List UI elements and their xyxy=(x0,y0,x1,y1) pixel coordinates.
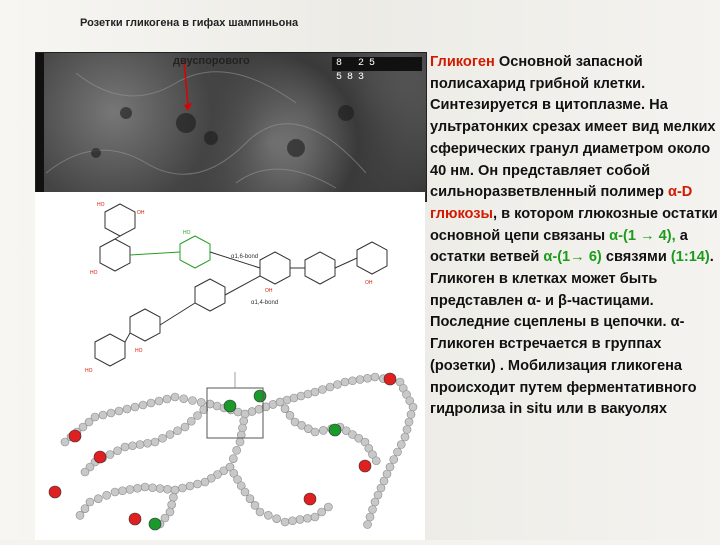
glucose-bead xyxy=(233,446,241,454)
ratio-term: (1:14) xyxy=(670,249,710,266)
glucose-bead xyxy=(107,409,115,417)
glucose-bead xyxy=(403,426,411,434)
glucose-bead xyxy=(273,515,281,523)
branch-point-bead xyxy=(329,424,341,436)
glucose-bead xyxy=(106,451,114,459)
glucose-bead xyxy=(356,376,364,384)
glucose-bead xyxy=(99,411,107,419)
text-part-4: связями xyxy=(601,249,671,266)
arrow-icon xyxy=(184,61,188,105)
glucose-bead xyxy=(121,443,129,451)
bond-14-label: α1,4-bond xyxy=(251,300,279,306)
glucose-bead xyxy=(134,484,142,492)
glucose-bead xyxy=(194,480,202,488)
bond-14-term: α-(1 → 4), xyxy=(609,227,676,244)
glucose-bead xyxy=(168,501,176,509)
glucose-bead xyxy=(390,456,398,464)
glucose-bead xyxy=(281,518,289,526)
glucose-bead xyxy=(324,503,332,511)
glucose-bead xyxy=(334,381,342,389)
reducing-end-bead xyxy=(359,460,371,472)
glucose-bead xyxy=(236,438,244,446)
glucose-bead xyxy=(229,455,237,463)
glucose-bead xyxy=(319,386,327,394)
glucose-bead xyxy=(103,491,111,499)
text-part-3: а остатки ветвей xyxy=(430,227,688,266)
glucose-bead xyxy=(151,438,159,446)
reducing-end-bead xyxy=(49,486,61,498)
glucose-bead xyxy=(180,395,188,403)
glucose-bead xyxy=(163,395,171,403)
glucose-bead xyxy=(289,517,297,525)
text-part-5: . Гликоген в клетках может быть представлен α- и β-частицами. Последние сцеплены в цепочки. α-Гликоген встречается в группах (розетки) . Мобилизация гликогена происходит путем ферментативного гидролиза in situ или в вакуолях xyxy=(430,249,714,418)
glucose-bead xyxy=(149,484,157,492)
glucose-bead xyxy=(318,508,326,516)
glucose-bead xyxy=(401,433,409,441)
reducing-end-bead xyxy=(384,373,396,385)
text-part-1: Основной запасной полисахарид грибной клетки. Синтезируется в цитоплазме. На ультратонких срезах имеет вид мелких сферических гранул диаметром около 40 нм. Он представляет собой сильноразветвленный полимер xyxy=(430,54,716,201)
glucose-bead xyxy=(81,505,89,513)
glucose-bead xyxy=(276,398,284,406)
svg-text:OH: OH xyxy=(365,280,373,286)
glucose-bead xyxy=(174,427,182,435)
glucose-bead xyxy=(405,418,413,426)
glucose-bead xyxy=(159,434,167,442)
description-text xyxy=(430,52,718,421)
glucose-bead xyxy=(194,412,202,420)
glucose-bead xyxy=(129,442,137,450)
glucose-bead xyxy=(156,485,164,493)
glucose-bead xyxy=(349,377,357,385)
electron-micrograph xyxy=(35,52,427,202)
reducing-end-bead xyxy=(94,451,106,463)
figure-caption: Розетки гликогена в гифах шампиньона xyxy=(80,17,299,29)
glucose-bead xyxy=(126,486,134,494)
glucose-bead xyxy=(111,488,119,496)
glucose-bead xyxy=(251,501,259,509)
glucose-bead xyxy=(115,407,123,415)
glucose-bead xyxy=(86,498,94,506)
glucose-bead xyxy=(286,411,294,419)
glucose-bead xyxy=(179,484,187,492)
glucose-bead xyxy=(341,378,349,386)
glucose-bead xyxy=(171,393,179,401)
svg-text:HO: HO xyxy=(97,202,105,208)
glucose-bead xyxy=(369,506,377,514)
glycogen-diagram xyxy=(35,192,425,540)
glucose-bead xyxy=(189,397,197,405)
glucose-bead xyxy=(372,457,380,465)
figure-caption-line2: двуспорового xyxy=(173,55,250,67)
glucose-bead xyxy=(364,521,372,529)
glucose-bead xyxy=(201,478,209,486)
glucose-bead xyxy=(164,485,172,493)
glucose-bead xyxy=(239,424,247,432)
glucose-bead xyxy=(197,398,205,406)
glucose-bead xyxy=(397,441,405,449)
term-glucose: α-D глюкозы xyxy=(430,184,693,222)
glucose-bead xyxy=(144,439,152,447)
glucose-bead xyxy=(366,513,374,521)
glucose-bead xyxy=(131,403,139,411)
svg-text:HO: HO xyxy=(183,230,191,236)
svg-text:HO: HO xyxy=(85,368,93,374)
svg-text:HO: HO xyxy=(90,270,98,276)
glucose-bead xyxy=(186,482,194,490)
glucose-bead xyxy=(364,374,372,382)
glucose-bead xyxy=(123,405,131,413)
glucose-bead xyxy=(311,513,319,521)
glucose-bead xyxy=(409,403,417,411)
glucose-bead xyxy=(119,487,127,495)
glucose-bead xyxy=(264,511,272,519)
branch-point-bead xyxy=(224,400,236,412)
glucose-bead xyxy=(141,483,149,491)
glucose-bead xyxy=(304,514,312,522)
structural-formula xyxy=(95,204,387,366)
glucose-bead xyxy=(241,410,249,418)
glucose-bead xyxy=(319,426,327,434)
glucose-bead xyxy=(246,495,254,503)
text-part-2: , в котором глюкозные остатки основной цепи связаны xyxy=(430,205,718,244)
glucose-bead xyxy=(76,511,84,519)
glucose-bead xyxy=(326,383,334,391)
glucose-bead xyxy=(139,401,147,409)
reducing-end-bead xyxy=(129,513,141,525)
svg-text:HO: HO xyxy=(135,348,143,354)
glucose-bead xyxy=(241,488,249,496)
glucose-bead xyxy=(371,498,379,506)
svg-text:OH: OH xyxy=(265,288,273,294)
glucose-bead xyxy=(296,516,304,524)
glucose-bead xyxy=(311,388,319,396)
glucose-bead xyxy=(181,423,189,431)
glucose-bead xyxy=(136,441,144,449)
reducing-end-bead xyxy=(304,493,316,505)
glucose-bead xyxy=(81,468,89,476)
glucose-bead xyxy=(240,417,248,425)
svg-text:OH: OH xyxy=(137,210,145,216)
glucose-bead xyxy=(155,397,163,405)
term-glycogen: Гликоген xyxy=(430,54,495,70)
glucose-bead xyxy=(169,493,177,501)
glucose-bead xyxy=(394,448,402,456)
ring-substituents xyxy=(85,202,373,374)
glucose-bead xyxy=(166,431,174,439)
reducing-end-bead xyxy=(69,430,81,442)
glucose-bead xyxy=(256,508,264,516)
glucose-bead xyxy=(311,428,319,436)
glucose-bead xyxy=(91,413,99,421)
branch-point-bead xyxy=(254,390,266,402)
branch-point-bead xyxy=(149,518,161,530)
glucose-bead xyxy=(171,486,179,494)
scale-bar: 8 25 583 xyxy=(332,57,422,71)
bond-16-label: α1,6-bond xyxy=(231,254,259,260)
glucose-bead xyxy=(407,411,415,419)
glucose-bead xyxy=(187,417,195,425)
glycogen-bead-chains xyxy=(49,373,417,530)
bond-16-term: α-(1→ 6) xyxy=(543,249,602,266)
glucose-bead xyxy=(94,495,102,503)
glucose-bead xyxy=(281,405,289,413)
glucose-bead xyxy=(147,399,155,407)
glucose-bead xyxy=(371,373,379,381)
glucose-bead xyxy=(114,447,122,455)
